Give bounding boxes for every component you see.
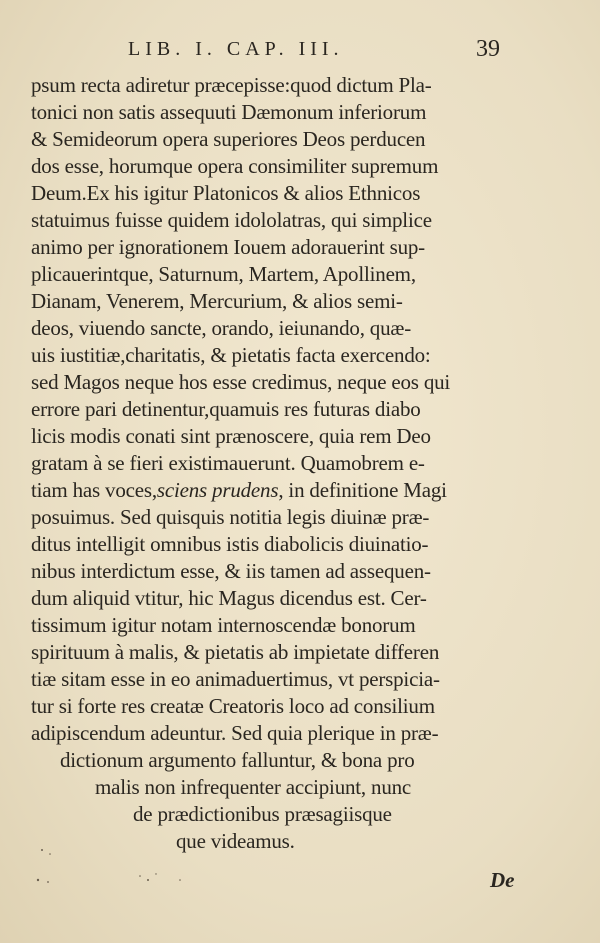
text-line: tonici non satis assequuti Dæmonum inferiorum bbox=[31, 100, 427, 124]
text-line: uis iustitiæ,charitatis, & pietatis facta exercendo: bbox=[31, 343, 431, 367]
text-line: tur si forte res creatæ Creatoris loco ad consilium bbox=[31, 694, 435, 718]
text-line: Dianam, Venerem, Mercurium, & alios semi- bbox=[31, 289, 403, 313]
text-line: psum recta adiretur præcepisse:quod dictum Pla- bbox=[31, 73, 432, 97]
text-line: animo per ignorationem Iouem adorauerint sup- bbox=[31, 235, 425, 259]
text-line: & Semideorum opera superiores Deos perducen bbox=[31, 127, 426, 151]
text-line: statuimus fuisse quidem idololatras, qui simplice bbox=[31, 208, 432, 232]
text-line: dictionum argumento falluntur, & bona pro bbox=[60, 748, 415, 772]
text-line: licis modis conati sint prænoscere, quia rem Deo bbox=[31, 424, 431, 448]
chapter-heading: LIB. I. CAP. III. bbox=[128, 38, 344, 60]
text-line: de prædictionibus præsagiisque bbox=[133, 802, 392, 826]
catchword: De bbox=[490, 868, 515, 892]
page-number: 39 bbox=[476, 36, 500, 62]
text-line: posuimus. Sed quisquis notitia legis diuinæ præ- bbox=[31, 505, 430, 529]
text-line: tissimum igitur notam internoscendæ bonorum bbox=[31, 613, 416, 637]
text-line: nibus interdictum esse, & iis tamen ad assequen- bbox=[31, 559, 431, 583]
running-head bbox=[0, 38, 600, 64]
text-line: que videamus. bbox=[176, 829, 295, 853]
text-line: tiam has voces,sciens prudens, in definitione Magi bbox=[31, 478, 447, 502]
text-line: errore pari detinentur,quamuis res futuras diabo bbox=[31, 397, 421, 421]
italic-phrase: sciens prudens bbox=[156, 478, 279, 502]
text-line: deos, viuendo sancte, orando, ieiunando, quæ- bbox=[31, 316, 411, 340]
text-line: malis non infrequenter accipiunt, nunc bbox=[95, 775, 412, 799]
text-line: adipiscendum adeuntur. Sed quia plerique in præ- bbox=[31, 721, 439, 745]
text-line: sed Magos neque hos esse credimus, neque eos qui bbox=[31, 370, 451, 394]
text-line: gratam à se fieri existimauerunt. Quamobrem e- bbox=[31, 451, 425, 475]
text-line: ditus intelligit omnibus istis diabolicis diuinatio- bbox=[31, 532, 429, 556]
text-line: Deum.Ex his igitur Platonicos & alios Ethnicos bbox=[31, 181, 421, 205]
text-line: tiæ sitam esse in eo animaduertimus, vt perspicia- bbox=[31, 667, 440, 691]
text-line: dum aliquid vtitur, hic Magus dicendus est. Cer- bbox=[31, 586, 427, 610]
text-line: plicauerintque, Saturnum, Martem, Apollinem, bbox=[31, 262, 416, 286]
text-line: spirituum à malis, & pietatis ab impietate differen bbox=[31, 640, 440, 664]
text-line: dos esse, horumque opera consimiliter supremum bbox=[31, 154, 439, 178]
paper-specks bbox=[30, 840, 190, 900]
